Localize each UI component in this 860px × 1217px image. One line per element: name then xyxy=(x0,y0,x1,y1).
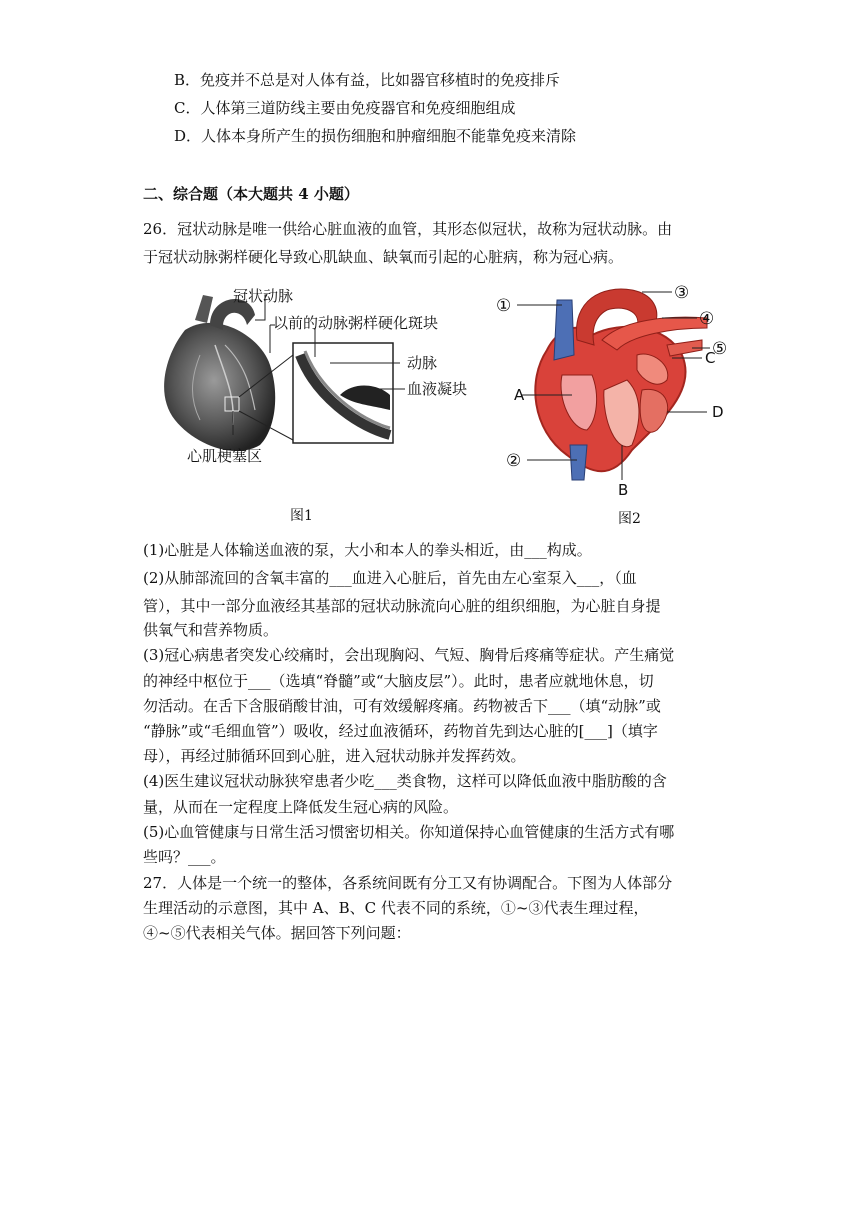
q27-line-3: ④~⑤代表相关气体。据回答下列问题： xyxy=(143,924,411,942)
q26-intro-line-1: 26．冠状动脉是唯一供给心脏血液的血管，其形态似冠状，故称为冠状动脉。由 xyxy=(143,220,673,238)
q26-sub-line-2: (2)从肺部流回的含氧丰富的___血进入心脏后，首先由左心室泵入___，（血 xyxy=(143,569,637,587)
option-d: D．人体本身所产生的损伤细胞和肿瘤细胞不能靠免疫来清除 xyxy=(174,127,577,145)
q26-sub-line-6: 的神经中枢位于___（选填“脊髓”或“大脑皮层”）。此时，患者应就地休息，切 xyxy=(143,672,654,690)
q26-intro-line-2: 于冠状动脉粥样硬化导致心肌缺血、缺氧而引起的心脏病，称为冠心病。 xyxy=(143,248,624,266)
fig2-label-a: A xyxy=(514,386,525,404)
fig2-label-d: D xyxy=(712,403,724,421)
fig2-label-4: ④ xyxy=(699,309,715,329)
section-heading: 二、综合题（本大题共 4 小题） xyxy=(143,185,359,203)
figure-1-caption: 图1 xyxy=(290,508,313,524)
fig1-label-clot: 血液凝块 xyxy=(407,380,468,398)
q26-sub-line-8: “静脉”或“毛细血管”）吸收，经过血液循环，药物首先到达心脏的[___]（填字 xyxy=(143,722,658,740)
q26-sub-line-10: (4)医生建议冠状动脉狭窄患者少吃___类食物，这样可以降低血液中脂肪酸的含 xyxy=(143,772,667,790)
q27-line-1: 27．人体是一个统一的整体，各系统间既有分工又有协调配合。下图为人体部分 xyxy=(143,874,673,892)
fig2-label-c: C xyxy=(705,349,716,367)
figure-1-heart-illustration xyxy=(155,285,485,470)
fig2-label-5: ⑤ xyxy=(712,339,728,359)
figure-2-caption: 图2 xyxy=(618,511,641,527)
q26-sub-line-9: 母），再经过肺循环回到心脏，进入冠状动脉并发挥药效。 xyxy=(143,747,526,765)
option-c: C．人体第三道防线主要由免疫器官和免疫细胞组成 xyxy=(174,99,516,117)
option-b: B．免疫并不总是对人体有益，比如器官移植时的免疫排斥 xyxy=(174,71,561,89)
q26-sub-line-7: 勿活动。在舌下含服硝酸甘油，可有效缓解疼痛。药物被舌下___（填“动脉”或 xyxy=(143,697,661,715)
q26-sub-line-5: (3)冠心病患者突发心绞痛时，会出现胸闷、气短、胸骨后疼痛等症状。产生痛觉 xyxy=(143,646,675,664)
q26-sub-line-12: (5)心血管健康与日常生活习惯密切相关。你知道保持心血管健康的生活方式有哪 xyxy=(143,823,675,841)
figure-2-heart-diagram xyxy=(492,280,742,505)
fig2-label-b: B xyxy=(618,481,629,499)
q26-sub-line-4: 供氧气和营养物质。 xyxy=(143,621,279,639)
q26-sub-line-13: 些吗？___。 xyxy=(143,848,226,866)
q26-sub-line-3: 管），其中一部分血液经其基部的冠状动脉流向心脏的组织细胞，为心脏自身提 xyxy=(143,597,661,615)
fig2-label-3: ③ xyxy=(674,283,690,303)
q26-sub-line-11: 量，从而在一定程度上降低发生冠心病的风险。 xyxy=(143,798,459,816)
fig1-label-infarct: 心肌梗塞区 xyxy=(187,447,263,465)
fig2-label-1: ① xyxy=(496,296,512,316)
fig2-label-2: ② xyxy=(506,451,522,471)
fig1-label-artery: 动脉 xyxy=(407,354,438,372)
q27-line-2: 生理活动的示意图，其中 A、B、C 代表不同的系统，①~③代表生理过程， xyxy=(143,899,649,917)
fig1-label-plaque: 以前的动脉粥样硬化斑块 xyxy=(273,314,439,332)
fig1-label-coronary: 冠状动脉 xyxy=(233,287,294,305)
q26-sub-line-1: (1)心脏是人体输送血液的泵，大小和本人的拳头相近，由___构成。 xyxy=(143,541,592,559)
